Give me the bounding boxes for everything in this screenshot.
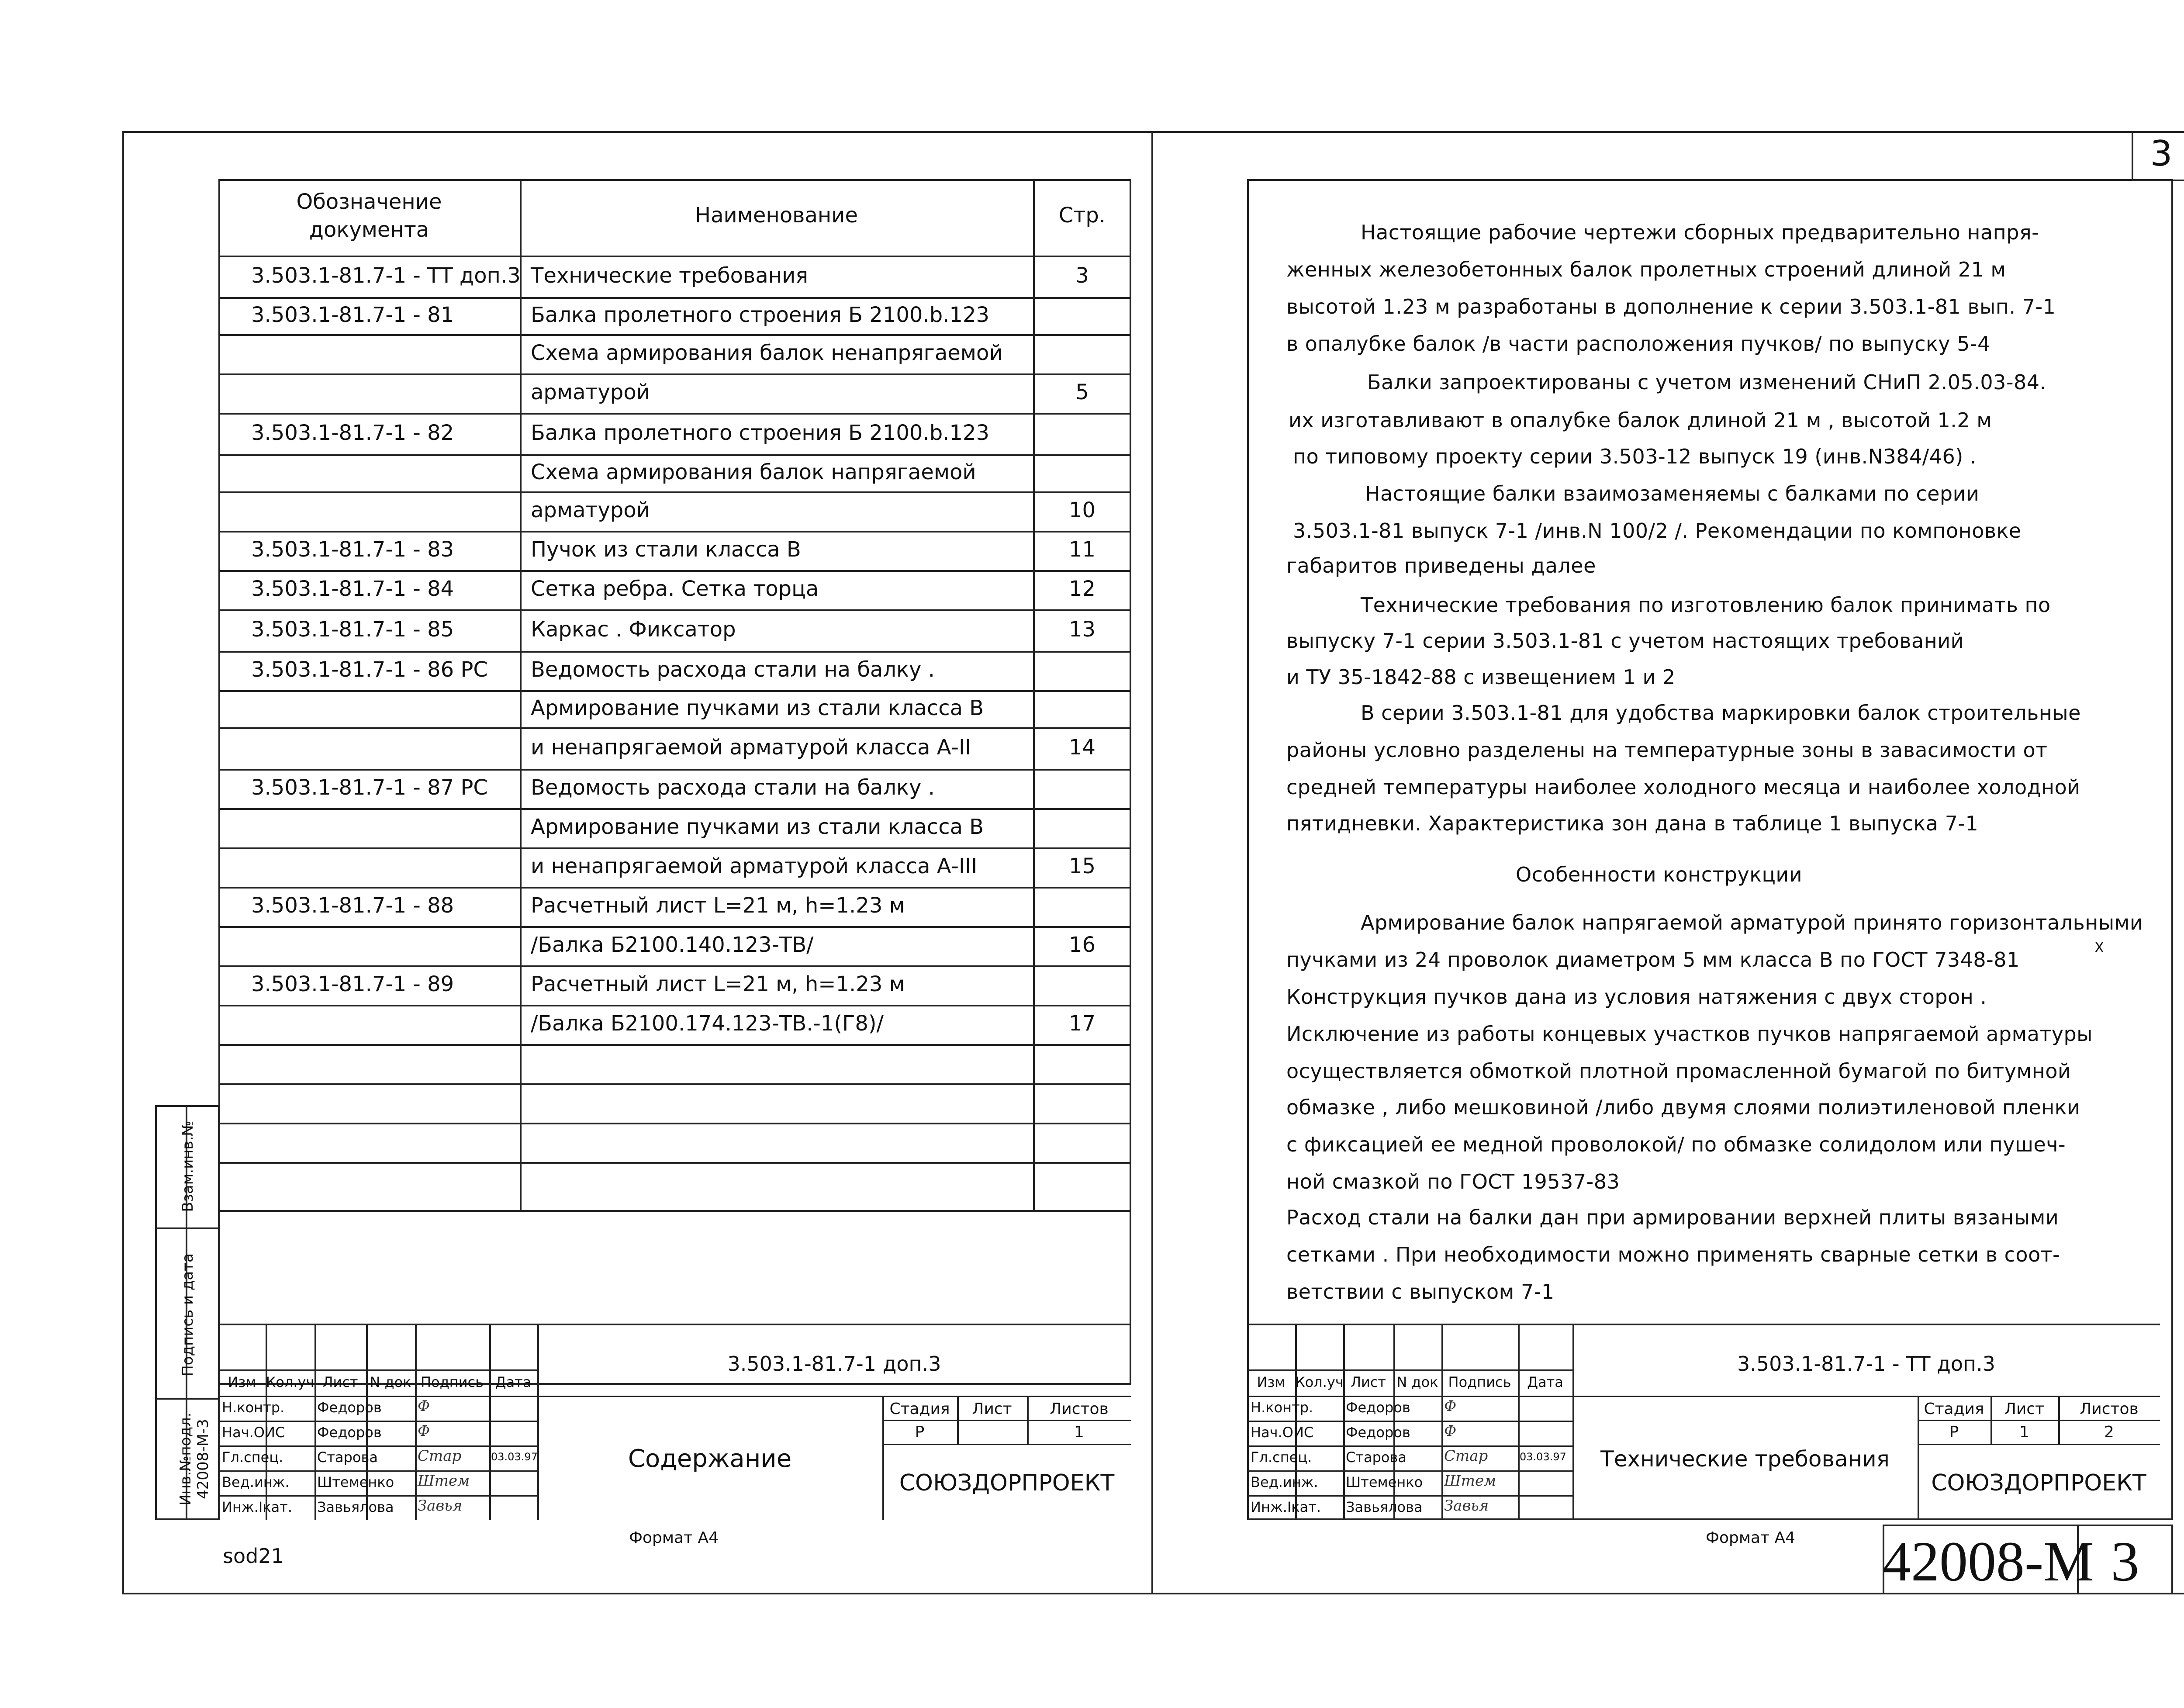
text-line: Исключение из работы концевых участков пучков напрягаемой арматуры xyxy=(1286,1022,2093,1046)
row-separator xyxy=(218,334,1131,336)
stamp-sheets-label: Листов xyxy=(1050,1400,1109,1418)
stamp-col-header: N док xyxy=(1396,1374,1438,1390)
text-line: Настоящие рабочие чертежи сборных предварительно напря- xyxy=(1361,221,2039,244)
text-line: пучками из 24 проволок диаметром 5 мм класса В по ГОСТ 7348-81 xyxy=(1286,948,2020,972)
stamp-sheet-label: Лист xyxy=(972,1400,1012,1418)
row-separator xyxy=(218,454,1131,456)
text-line: женных железобетонных балок пролетных строений длиной 21 м xyxy=(1286,258,2006,281)
stamp-top-line xyxy=(218,1324,1131,1325)
stamp-col-line xyxy=(1343,1324,1345,1520)
cell-page: 17 xyxy=(1068,1011,1096,1036)
text-line: Расход стали на балки дан при армировании верхней плиты вязаными xyxy=(1286,1206,2059,1229)
cell-page: 14 xyxy=(1068,735,1096,760)
stamp-col-header: Подпись xyxy=(421,1374,484,1390)
signature: Штем xyxy=(418,1472,470,1490)
stamp-person: Старова xyxy=(1346,1449,1406,1466)
stamp-stage-label: Стадия xyxy=(1924,1400,1984,1418)
stamp-title: Содержание xyxy=(628,1445,792,1473)
cell-designation: 3.503.1-81.7-1 - ТТ доп.3 xyxy=(251,263,521,288)
cell-name: Ведомость расхода стали на балку . xyxy=(531,657,935,682)
stamp-role: Вед.инж. xyxy=(1251,1474,1318,1490)
side-label-inv-no: 42008-М-3 xyxy=(194,1419,212,1499)
row-separator xyxy=(218,531,1131,532)
text-line: ной смазкой по ГОСТ 19537-83 xyxy=(1286,1170,1620,1193)
header-name: Наименование xyxy=(695,203,858,228)
cell-name: и ненапрягаемой арматурой класса А-II xyxy=(531,735,971,760)
cell-name: Расчетный лист L=21 м, h=1.23 м xyxy=(531,972,905,996)
cell-page: 13 xyxy=(1068,617,1096,642)
stamp-role: Н.контр. xyxy=(222,1399,285,1416)
text-line: Конструкция пучков дана из условия натяжения с двух сторон . xyxy=(1286,985,1987,1009)
text-line: с фиксацией ее медной проволокой/ по обмазке солидолом или пушеч- xyxy=(1286,1133,2066,1156)
stamp-role: Н.контр. xyxy=(1251,1399,1313,1416)
text-line: Технические требования по изготовлению балок принимать по xyxy=(1361,593,2051,617)
stamp-line xyxy=(1247,1396,2160,1397)
stamp-line xyxy=(218,1396,1131,1397)
header-designation: Обозначение документа xyxy=(296,190,442,242)
cell-name: арматурой xyxy=(531,498,650,522)
cell-page: 12 xyxy=(1068,577,1096,601)
row-separator xyxy=(218,808,1131,810)
stamp-role: Гл.спец. xyxy=(222,1449,283,1466)
cell-name: /Балка Б2100.174.123-ТВ.-1(Г8)/ xyxy=(531,1011,884,1036)
cell-name: Расчетный лист L=21 м, h=1.23 м xyxy=(531,893,905,918)
stamp-col-header: N док xyxy=(370,1374,411,1390)
stamp-col-line xyxy=(415,1324,417,1520)
side-label-vzam: Взам.инв.№ xyxy=(179,1120,197,1212)
stamp-role: Нач.ОИС xyxy=(1251,1424,1314,1441)
text-line: обмазке , либо мешковиной /либо двумя слоями полиэтиленовой пленки xyxy=(1286,1096,2080,1119)
stamp-person: Штеменко xyxy=(1346,1474,1423,1490)
stamp-line xyxy=(882,1444,1131,1445)
stamp-line xyxy=(1918,1444,2160,1445)
row-separator xyxy=(218,1005,1131,1006)
text-line: в опалубке балок /в части расположения пучков/ по выпуску 5-4 xyxy=(1286,332,1990,356)
signature: Ф xyxy=(1444,1422,1457,1440)
row-separator xyxy=(218,651,1131,653)
cell-page: 15 xyxy=(1068,854,1096,878)
cell-designation: 3.503.1-81.7-1 - 83 xyxy=(251,537,454,562)
stamp-col-header: Кол.уч xyxy=(1295,1374,1344,1390)
stamp-col-header: Дата xyxy=(495,1374,532,1390)
stamp-col-header: Изм xyxy=(228,1374,256,1390)
text-line: осуществляется обмоткой плотной промасленной бумагой по битумной xyxy=(1286,1059,2071,1083)
stamp-role: Нач.ОИС xyxy=(222,1424,285,1441)
stamp-col-line xyxy=(1518,1324,1520,1520)
cell-designation: 3.503.1-81.7-1 - 81 xyxy=(251,302,454,327)
right-format-label: Формат А4 xyxy=(1706,1529,1796,1547)
text-line: 3.503.1-81 выпуск 7-1 /инв.N 100/2 /. Рекомендации по компоновке xyxy=(1293,519,2022,543)
cell-designation: 3.503.1-81.7-1 - 82 xyxy=(251,420,454,445)
text-line: и ТУ 35-1842-88 с извещением 1 и 2 xyxy=(1286,665,1676,689)
cell-page: 11 xyxy=(1068,537,1096,562)
stamp-col-header: Лист xyxy=(322,1374,358,1390)
row-separator xyxy=(218,1083,1131,1085)
footer-code: sod21 xyxy=(223,1544,284,1568)
row-separator xyxy=(218,570,1131,572)
cell-name: и ненапрягаемой арматурой класса А-III xyxy=(531,854,978,878)
row-separator xyxy=(218,609,1131,611)
cell-name: Схема армирования балок напрягаемой xyxy=(531,460,976,484)
cell-designation: 3.503.1-81.7-1 - 89 xyxy=(251,972,454,996)
stamp-sheet-label: Лист xyxy=(2004,1400,2045,1418)
stamp-title: Технические требования xyxy=(1600,1446,1890,1472)
stamp-stage: Р xyxy=(915,1423,925,1441)
text-line: ветствии с выпуском 7-1 xyxy=(1286,1280,1555,1303)
cell-name: арматурой xyxy=(531,380,650,405)
text-line: В серии 3.503.1-81 для удобства маркировки балок строительные xyxy=(1361,701,2081,725)
row-separator xyxy=(218,769,1131,771)
text-line: Армирование балок напрягаемой арматурой принято горизонтальными xyxy=(1361,911,2143,934)
stamp-col-line xyxy=(1295,1324,1297,1520)
signature: Ф xyxy=(1444,1397,1457,1415)
cell-name: Каркас . Фиксатор xyxy=(531,617,736,642)
text-line: районы условно разделены на температурные зоны в завасимости от xyxy=(1286,738,2048,762)
row-separator xyxy=(218,727,1131,729)
row-separator xyxy=(218,373,1131,375)
cell-designation: 3.503.1-81.7-1 - 84 xyxy=(251,577,454,601)
stamp-top-line xyxy=(1247,1324,2160,1325)
cell-name: Балка пролетного строения Б 2100.b.123 xyxy=(531,302,990,327)
cell-name: Пучок из стали класса В xyxy=(531,537,801,562)
stamp-person: Штеменко xyxy=(317,1474,394,1490)
page-number: 3 xyxy=(2150,133,2173,174)
cell-page: 5 xyxy=(1075,380,1089,405)
row-separator xyxy=(218,413,1131,415)
stamp-role: Вед.инж. xyxy=(222,1474,290,1490)
cell-name: Технические требования xyxy=(531,263,809,288)
stamp-col-line xyxy=(1393,1324,1395,1520)
cell-name: Балка пролетного строения Б 2100.b.123 xyxy=(531,420,990,445)
stamp-person: Федоров xyxy=(1346,1399,1410,1416)
text-line: средней температуры наиболее холодного месяца и наиболее холодной xyxy=(1286,775,2080,799)
row-separator xyxy=(218,926,1131,928)
text-line: пятидневки. Характеристика зон дана в таблице 1 выпуска 7-1 xyxy=(1286,812,1979,835)
row-separator xyxy=(218,965,1131,967)
stamp-line xyxy=(1918,1420,2160,1421)
row-separator xyxy=(218,1210,1131,1212)
signature: Стар xyxy=(418,1447,462,1465)
side-label-podpis: Подпись и дата xyxy=(179,1253,197,1376)
superscript-x: X xyxy=(2094,939,2104,956)
row-separator xyxy=(218,887,1131,889)
stamp-sheets: 1 xyxy=(1074,1423,1084,1441)
row-separator xyxy=(218,1044,1131,1046)
stamp-stage-label: Стадия xyxy=(889,1400,950,1418)
stamp-sheet: 1 xyxy=(2019,1423,2029,1441)
text-line: выпуску 7-1 серии 3.503.1-81 с учетом настоящих требований xyxy=(1286,629,1964,653)
cell-name: Армирование пучками из стали класса В xyxy=(531,695,984,720)
stamp-col-header: Дата xyxy=(1527,1374,1563,1390)
signature: Стар xyxy=(1444,1447,1488,1465)
cell-name: Ведомость расхода стали на балку . xyxy=(531,775,935,800)
text-line: их изготавливают в опалубке балок длиной 21 м , высотой 1.2 м xyxy=(1289,408,1992,432)
text-line: сетками . При необходимости можно применять сварные сетки в соот- xyxy=(1286,1243,2060,1266)
text-line: Настоящие балки взаимозаменяемы с балками по серии xyxy=(1365,482,1980,505)
text-line: высотой 1.23 м разработаны в дополнение к серии 3.503.1-81 вып. 7-1 xyxy=(1286,295,2056,318)
stamp-stage: Р xyxy=(1949,1423,1959,1441)
stamp-date: 03.03.97 xyxy=(491,1451,538,1463)
stamp-col-line xyxy=(314,1324,316,1520)
stamp-col-line xyxy=(489,1324,491,1520)
signature: Ф xyxy=(418,1397,430,1415)
signature: Штем xyxy=(1444,1472,1496,1490)
stamp-code: 3.503.1-81.7-1 - ТТ доп.3 xyxy=(1737,1352,1996,1376)
cell-page: 3 xyxy=(1075,263,1089,288)
signature: Завья xyxy=(418,1497,463,1514)
cell-page: 10 xyxy=(1068,498,1096,522)
section-title: Особенности конструкции xyxy=(1516,863,1803,886)
stamp-person: Федоров xyxy=(1346,1424,1410,1441)
stamp-col-line xyxy=(366,1324,368,1520)
cell-name: Армирование пучками из стали класса В xyxy=(531,815,984,839)
stamp-person: Завьялова xyxy=(317,1499,394,1515)
stamp-col-line xyxy=(266,1324,267,1520)
header-page: Стр. xyxy=(1058,203,1106,228)
stamp-role: Гл.спец. xyxy=(1251,1449,1312,1466)
side-label-inv: Инв.№подл. xyxy=(177,1412,194,1506)
cell-designation: 3.503.1-81.7-1 - 85 xyxy=(251,617,454,642)
cell-name: Сетка ребра. Сетка торца xyxy=(531,577,819,601)
stamp-person: Федоров xyxy=(317,1424,382,1441)
cell-designation: 3.503.1-81.7-1 - 88 xyxy=(251,893,454,918)
signature: Ф xyxy=(418,1422,430,1440)
stamp-sheets: 2 xyxy=(2104,1423,2114,1441)
stamp-role: Инж.Iкат. xyxy=(222,1499,293,1515)
row-separator xyxy=(218,1162,1131,1164)
stamp-person: Старова xyxy=(317,1449,378,1466)
stamp-col-header: Лист xyxy=(1350,1374,1386,1390)
row-separator xyxy=(218,491,1131,493)
stamp-org: СОЮЗДОРПРОЕКТ xyxy=(899,1470,1115,1496)
row-separator xyxy=(218,847,1131,849)
text-line: габаритов приведены далее xyxy=(1286,554,1596,577)
text-line: по типовому проекту серии 3.503-12 выпуск 19 (инв.N384/46) . xyxy=(1293,445,1977,468)
stamp-person: Федоров xyxy=(317,1399,382,1416)
row-separator xyxy=(218,297,1131,299)
cell-page: 16 xyxy=(1068,933,1096,957)
stamp-code: 3.503.1-81.7-1 доп.3 xyxy=(727,1352,941,1376)
cell-designation: 3.503.1-81.7-1 - 87 РС xyxy=(251,775,488,800)
stamp-org: СОЮЗДОРПРОЕКТ xyxy=(1931,1470,2146,1496)
signature: Завья xyxy=(1444,1497,1489,1514)
stamp-date: 03.03.97 xyxy=(1520,1451,1566,1463)
cell-designation: 3.503.1-81.7-1 - 86 РС xyxy=(251,657,488,682)
stamp-sheets-label: Листов xyxy=(2080,1400,2139,1418)
stamp-col-header: Изм xyxy=(1257,1374,1286,1390)
left-format-label: Формат А4 xyxy=(629,1529,719,1547)
cell-name: Схема армирования балок ненапрягаемой xyxy=(531,341,1003,365)
stamp-col-header: Кол.уч xyxy=(266,1374,314,1390)
album-code: 42008-М xyxy=(1883,1530,2094,1593)
stamp-col-header: Подпись xyxy=(1448,1374,1511,1390)
cell-name: /Балка Б2100.140.123-ТВ/ xyxy=(531,933,814,957)
row-separator xyxy=(218,690,1131,692)
row-separator xyxy=(218,1123,1131,1124)
album-page: 3 xyxy=(2111,1530,2139,1593)
text-line: Балки запроектированы с учетом изменений СНиП 2.05.03-84. xyxy=(1367,370,2046,394)
stamp-role: Инж.Iкат. xyxy=(1251,1499,1321,1515)
stamp-line xyxy=(882,1420,1131,1421)
stamp-col-line xyxy=(1441,1324,1443,1520)
stamp-person: Завьялова xyxy=(1346,1499,1423,1515)
